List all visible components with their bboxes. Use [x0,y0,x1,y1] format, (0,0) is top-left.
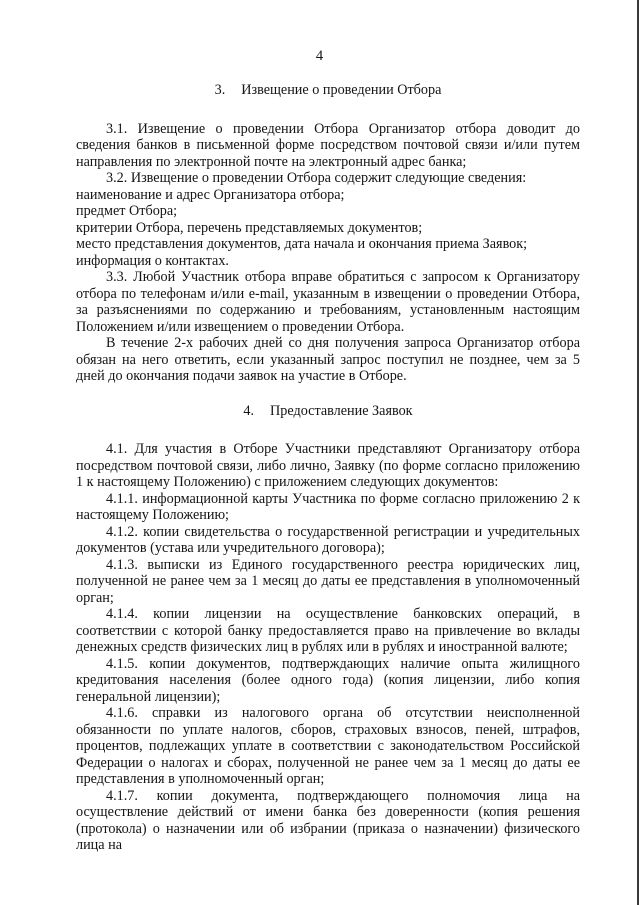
list-item-place-dates: место представления документов, дата начала и окончания приема Заявок; [76,236,528,252]
list-item-criteria: критерии Отбора, перечень представляемых документов; [76,219,423,236]
paragraph-4-1: 4.1. Для участия в Отборе Участники представляют Организатору отбора посредством почтовой связи, либо лично, Заявку (по форме согласно приложению 1 к настоящему Положению) с приложением следующих документов: [76,441,580,490]
paragraph-3-3-reply: В течение 2-х рабочих дней со дня получения запроса Организатор отбора обязан на него ответить, если указанный запрос поступил не позднее, чем за 5 дней до окончания подачи заявок на участие в Отборе. [76,335,580,384]
section-3-title: Извещение о проведении Отбора [241,82,442,98]
paragraph-4-1-2: 4.1.2. копии свидетельства о государственной регистрации и учредительных документов (устава или учредительного договора); [76,523,580,556]
paragraph-4-1-6: 4.1.6. справки из налогового органа об отсутствии неисполненной обязанности по уплате налогов, сборов, страховых взносов, пеней, штрафов, процентов, подлежащих уплате в соответствии с законодательством Российской Федерации о налогах и сборах, полученной не ранее чем за 1 месяц до даты ее представления в уполномоченный орган; [76,705,580,787]
page-number: 4 [315,48,324,64]
paragraph-3-3: 3.3. Любой Участник отбора вправе обратиться с запросом к Организатору отбора по телефонам и/или e-mail, указанным в извещении о проведении Отбора, за разъяснениями по содержанию и требованиям, установленным настоящим Положением и/или извещением о проведении Отбора. [76,269,580,335]
section-4-number: 4. [243,402,255,419]
list-item-contacts: информация о контактах. [76,252,229,269]
paragraph-4-1-4: 4.1.4. копии лицензии на осуществление банковских операций, в соответствии с которой банку предоставляется право на привлечение во вклады денежных средств физических лиц в рублях или в рублях и иностранной валюте; [76,606,580,655]
list-item-organizer-address: наименование и адрес Организатора отбора; [76,186,345,203]
section-4-title: Предоставление Заявок [270,402,413,419]
paragraph-3-2: 3.2. Извещение о проведении Отбора содержит следующие сведения: [106,170,527,186]
paragraph-4-1-3: 4.1.3. выписки из Единого государственного реестра юридических лиц, полученной не ранее чем за 1 месяц до даты ее представления в уполномоченный орган; [76,556,580,606]
paragraph-4-1-5: 4.1.5. копии документов, подтверждающих наличие опыта жилищного кредитования населения (более одного года) (копия лицензии, либо копия генеральной лицензии); [76,655,580,705]
paragraph-4-1-1: 4.1.1. информационной карты Участника по форме согласно приложению 2 к настоящему Положению; [76,490,580,523]
section-3-heading [76,82,580,99]
section-4-heading [76,403,580,420]
document-body [76,82,580,854]
section-3-number: 3. [214,82,226,98]
paragraph-4-1-7: 4.1.7. копии документа, подтверждающего полномочия лица на осуществление действий от имени банка без доверенности (копия решения (протокола) о назначении или об избрании (приказа о назначении) физического лица на [76,787,580,853]
paragraph-3-1: 3.1. Извещение о проведении Отбора Организатор отбора доводит до сведения банков в письменной форме посредством почтовой связи и/или путем направления по электронной почте на электронный адрес банка; [76,120,580,170]
list-item-subject: предмет Отбора; [76,203,178,219]
